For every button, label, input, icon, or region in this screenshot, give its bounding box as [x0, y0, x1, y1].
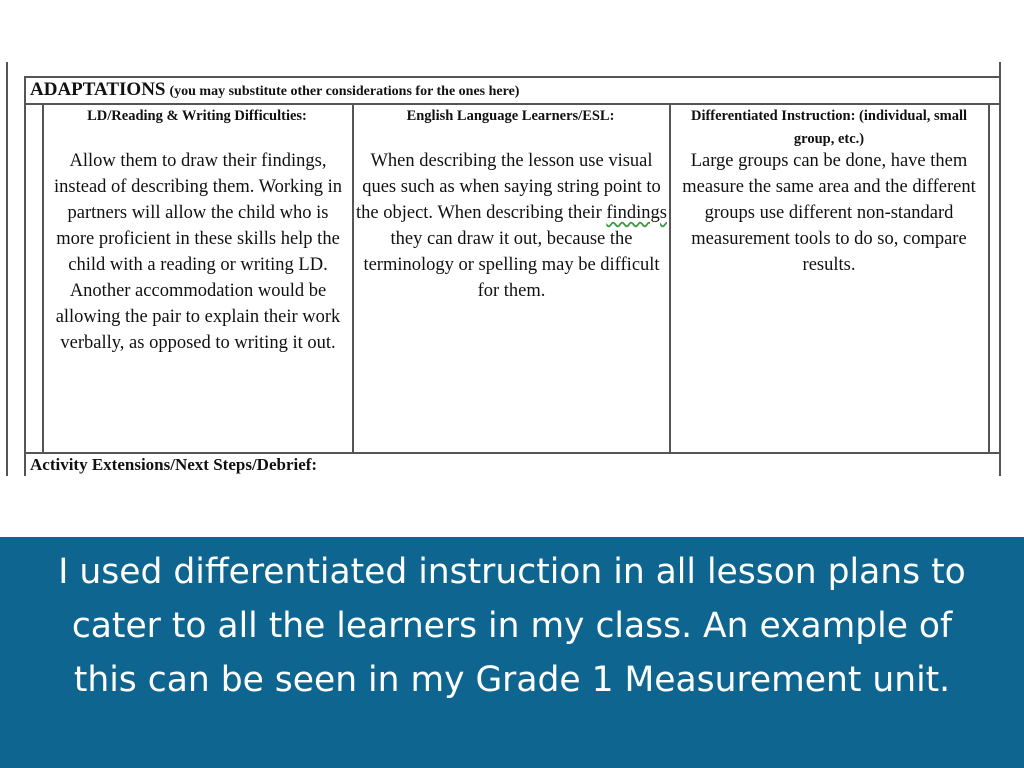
column-header-esl: English Language Learners/ESL: — [406, 108, 615, 124]
column-header-differentiated: Differentiated Instruction: (individual, small group, etc.) — [690, 108, 968, 147]
adaptations-title: ADAPTATIONS — [30, 79, 166, 100]
adaptations-note: (you may substitute other considerations for the ones here) — [169, 84, 520, 99]
table-left-border — [24, 78, 26, 476]
esl-text-part-2: they can draw it out, because the terminology or spelling may be difficult for them. — [363, 229, 660, 301]
column-body-ld: Allow them to draw their findings, instead of describing them. Working in partners will allow the child who is more proficient in these skills help the child with a reading or writing LD. Another accommodation would be allowing the pair to explain their work verbally, as opposed to writing it out. — [54, 151, 342, 353]
activity-extensions-label: Activity Extensions/Next Steps/Debrief: — [30, 455, 318, 474]
inner-left-border — [42, 103, 44, 453]
spellcheck-flagged-word: findings — [606, 203, 667, 223]
esl-text-part-1: When describing the lesson use visual ques such as when saying string point to the object. When describing their — [356, 151, 661, 223]
slide-caption: I used differentiated instruction in all lesson plans to cater to all the learners in my class. An example of this can be seen in my Grade 1 Measurement unit. — [58, 552, 966, 700]
column-body-esl — [356, 148, 667, 304]
table-right-border — [999, 62, 1001, 476]
table-left-outer-border — [6, 62, 8, 476]
table-top-border — [24, 76, 1001, 78]
footer-divider — [24, 452, 1001, 454]
column-header-ld: LD/Reading & Writing Difficulties: — [87, 108, 307, 124]
inner-right-border — [988, 103, 990, 453]
column-divider-1 — [352, 103, 354, 453]
adaptations-title-row — [30, 79, 990, 105]
column-body-differentiated: Large groups can be done, have them measure the same area and the different groups use different non-standard measurement tools to do so, compare results. — [682, 151, 976, 275]
